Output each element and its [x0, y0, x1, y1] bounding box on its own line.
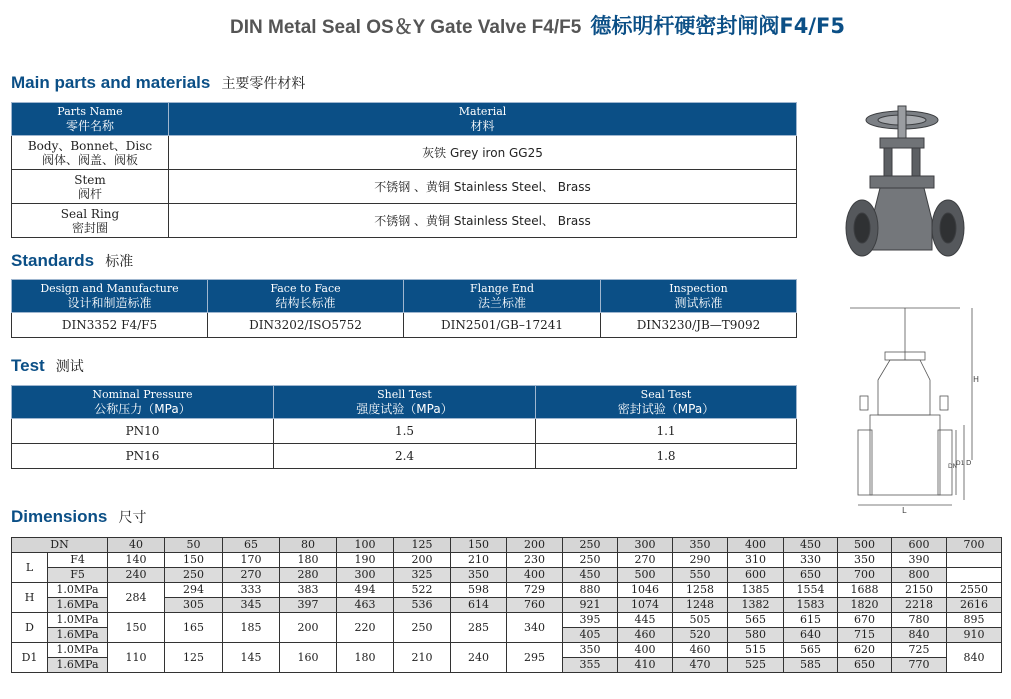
material-col-header: Material 材料: [169, 103, 797, 136]
table-row: PN10 1.5 1.1: [12, 419, 797, 444]
standards-table: [11, 279, 797, 338]
drawing-label-h: H: [973, 375, 980, 384]
table-row: DIN3352 F4/F5 DIN3202/ISO5752 DIN2501/GB–17241 DIN3230/JB—T9092: [12, 313, 797, 338]
std-col-inspection: Inspection 测试标准: [601, 280, 797, 313]
drawing-label-dn: DN: [948, 463, 958, 470]
table-row: 1.6MPa 305 345 397 463 536 614 760 921 1074 1248 1382 1583 1820 2218 2616: [12, 598, 1002, 613]
drawing-label-d1: D1: [956, 460, 965, 467]
table-row: H 1.0MPa 284 294 333 383 494 522 598 729 880 1046 1258 1385 1554 1688 2150 2550: [12, 583, 1002, 598]
page-title: [230, 10, 1000, 40]
table-row: 1.6MPa 405 460 520 580 640 715 840 910: [12, 628, 1002, 643]
table-row: Stem 阀杆 不锈钢 、黄铜 Stainless Steel、 Brass: [12, 170, 797, 204]
table-row: 1.6MPa 355 410 470 525 585 650 770: [12, 658, 1002, 673]
test-heading: [11, 356, 84, 376]
table-row: F5 240 250 270 280 300 325 350 400 450 500 550 600 650 700 800: [12, 568, 1002, 583]
parts-heading: [11, 73, 305, 93]
table-row: PN16 2.4 1.8: [12, 444, 797, 469]
dimensions-table: [11, 537, 1002, 673]
dims-header-row: DN 40 50 65 80 100 125 150 200 250 300 350 400 450 500 600 700: [12, 538, 1002, 553]
table-row: L F4 140 150 170 180 190 200 210 230 250 270 290 310 330 350 390: [12, 553, 1002, 568]
valve-photo: [840, 100, 970, 280]
drawing-label-l: L: [902, 506, 907, 515]
test-col-seal: Seal Test 密封试验（MPa）: [536, 386, 797, 419]
std-col-design: Design and Manufacture 设计和制造标准: [12, 280, 208, 313]
table-row: Seal Ring 密封圈 不锈钢 、黄铜 Stainless Steel、 Brass: [12, 204, 797, 238]
drawing-label-d: D: [966, 459, 972, 467]
dimensions-heading-en: Dimensions: [11, 507, 108, 526]
test-heading-en: Test: [11, 356, 45, 375]
dimensions-heading: [11, 507, 146, 527]
test-col-shell: Shell Test 强度试验（MPa）: [274, 386, 536, 419]
dimensions-heading-cn: 尺寸: [118, 510, 147, 526]
parts-table: [11, 102, 797, 238]
title-english: DIN Metal Seal OS＆Y Gate Valve F4/F5: [230, 17, 582, 38]
valve-dimension-drawing: [830, 300, 980, 515]
test-table: [11, 385, 797, 469]
parts-col-header: Parts Name 零件名称: [12, 103, 169, 136]
parts-heading-cn: 主要零件材料: [221, 76, 306, 92]
standards-heading-cn: 标准: [105, 254, 134, 270]
title-chinese: 德标明杆硬密封闸阀F4/F5: [590, 14, 845, 38]
standards-heading-en: Standards: [11, 251, 95, 270]
test-col-pressure: Nominal Pressure 公称压力（MPa）: [12, 386, 274, 419]
standards-heading: [11, 251, 133, 271]
table-row: D 1.0MPa 150 165 185 200 220 250 285 340 395 445 505 565 615 670 780 895: [12, 613, 1002, 628]
test-heading-cn: 测试: [55, 359, 84, 375]
std-col-face: Face to Face 结构长标准: [208, 280, 404, 313]
std-col-flange: Flange End 法兰标准: [404, 280, 601, 313]
table-row: Body、Bonnet、Disc 阀体、阀盖、阀板 灰铁 Grey iron GG25: [12, 136, 797, 170]
table-row: D1 1.0MPa 110 125 145 160 180 210 240 295 350 400 460 515 565 620 725 840: [12, 643, 1002, 658]
parts-heading-en: Main parts and materials: [11, 73, 211, 92]
